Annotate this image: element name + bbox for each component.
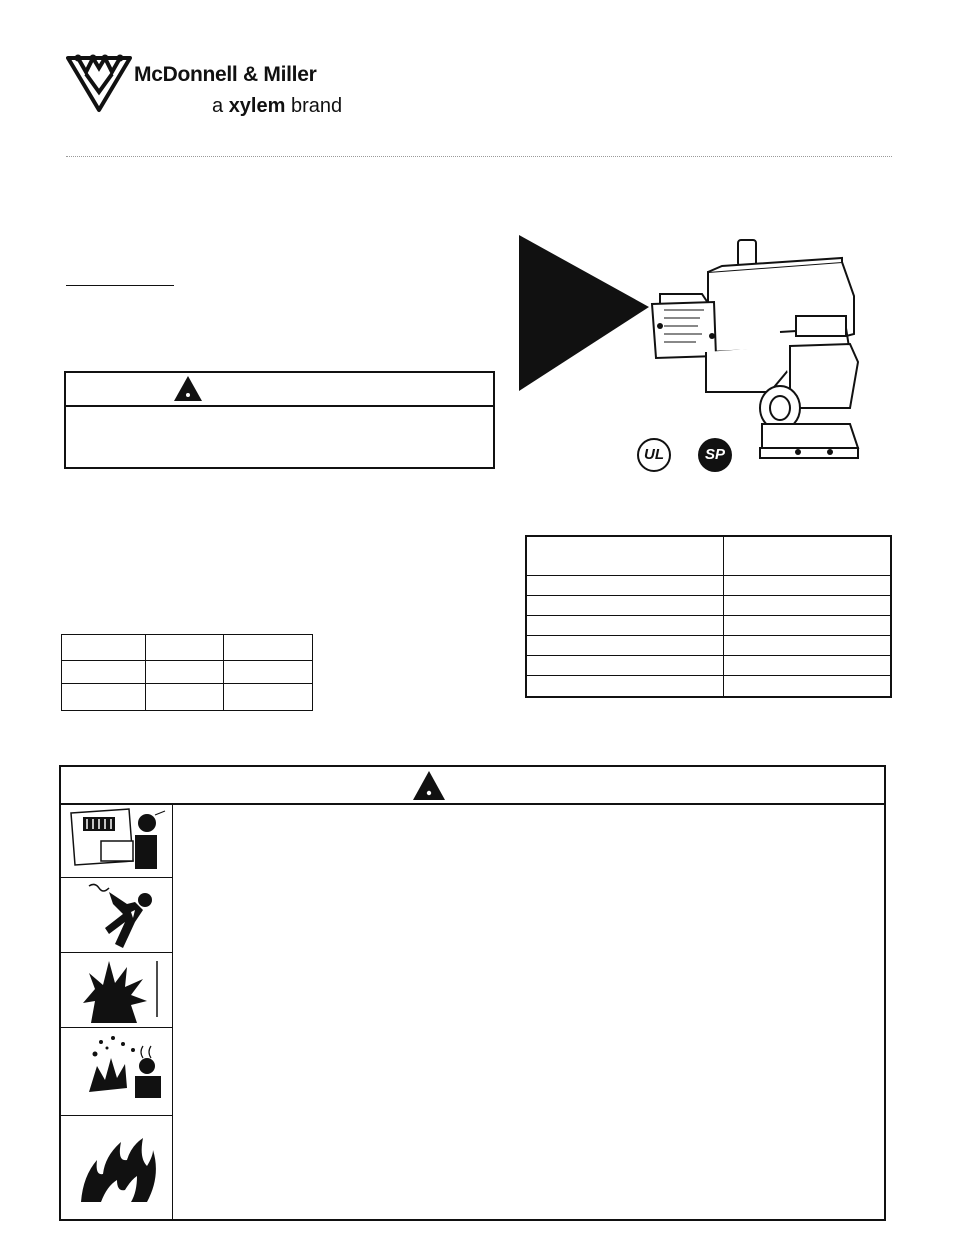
hazard-cell: [61, 878, 172, 953]
header-divider: [66, 156, 892, 157]
hazard-cell: [61, 1116, 172, 1219]
warning-triangle-icon: [173, 375, 203, 402]
valve-product-image: [650, 236, 865, 472]
brand-name: McDonnell & Miller: [134, 63, 317, 86]
brand-tagline: a xylem brand: [212, 95, 343, 117]
scald-icon: [61, 1028, 172, 1116]
hazard-icon-column: [61, 803, 173, 1219]
fire-icon: [61, 1116, 172, 1219]
warning-triangle-icon: [412, 770, 446, 801]
warning-box: [64, 371, 495, 469]
section-underline: [66, 285, 174, 286]
hazard-warning-box: [59, 765, 886, 1221]
electric-shock-icon: [61, 878, 172, 953]
hazard-cell: [61, 953, 172, 1028]
csa-certified-mark: SP: [698, 438, 732, 472]
hot-surface-icon: [61, 803, 172, 878]
hazard-warning-header: [61, 767, 884, 805]
warning-box-header: [66, 373, 493, 407]
small-spec-table: [61, 634, 313, 711]
brand-logo-icon: [66, 52, 132, 114]
ul-listed-mark: UL: [637, 438, 671, 472]
hazard-cell: [61, 1028, 172, 1116]
right-spec-table: [525, 535, 892, 698]
explosion-icon: [61, 953, 172, 1028]
pointer-arrow-icon: [519, 235, 651, 393]
hazard-cell: [61, 803, 172, 878]
